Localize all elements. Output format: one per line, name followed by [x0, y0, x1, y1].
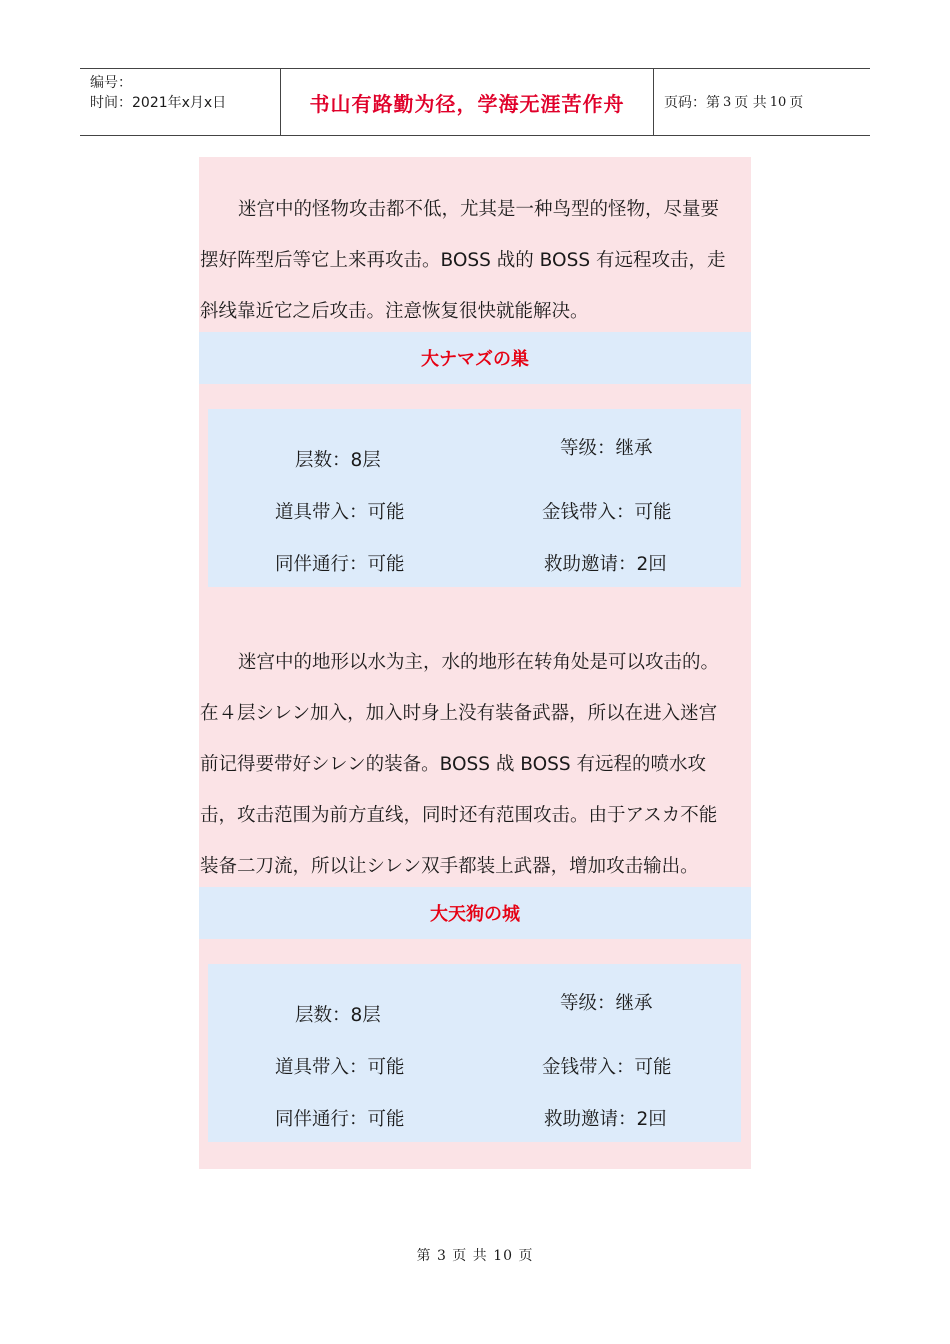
- paragraph-line: 迷宫中的怪物攻击都不低，尤其是一种鸟型的怪物，尽量要: [238, 199, 720, 220]
- paragraph-line: 斜线靠近它之后攻击。注意恢复很快就能解决。: [200, 301, 589, 322]
- page-current: 3: [723, 94, 732, 110]
- info-money: 金钱带入：可能: [542, 1057, 672, 1078]
- section-title: 大天狗の城: [430, 904, 520, 925]
- paragraph-line: 迷宫中的地形以水为主，水的地形在转角处是可以攻击的。: [238, 652, 720, 673]
- paragraph-line: 在４层シレン加入，加入时身上没有装备武器，所以在进入迷宫: [200, 703, 718, 724]
- page-total: 10: [769, 94, 787, 110]
- paragraph-line: 摆好阵型后等它上来再攻击。BOSS 战的 BOSS 有远程攻击，走: [200, 250, 726, 271]
- motto-cell: [281, 69, 654, 135]
- info-floors: 层数：8层: [295, 450, 381, 471]
- page-number-cell: [654, 69, 870, 135]
- page-suffix: 页: [789, 95, 804, 111]
- page-prefix: 页码：第: [664, 95, 720, 111]
- content-panel: [199, 157, 751, 1169]
- info-money: 金钱带入：可能: [542, 502, 672, 523]
- paragraph-line: 装备二刀流，所以让シレン双手都装上武器，增加攻击输出。: [200, 856, 699, 877]
- intro-paragraph: [199, 184, 751, 337]
- page-footer: [0, 1245, 950, 1265]
- info-companion: 同伴通行：可能: [275, 554, 405, 575]
- section-title: 大ナマズの巣: [421, 349, 529, 370]
- info-level: 等级：继承: [560, 993, 653, 1014]
- dungeon-info-box: [208, 409, 741, 587]
- footer-page-number: 第 3 页 共 10 页: [416, 1248, 534, 1264]
- dungeon-info-box: [208, 964, 741, 1142]
- section-title-band: [199, 332, 751, 384]
- info-items: 道具带入：可能: [275, 502, 405, 523]
- info-level: 等级：继承: [560, 438, 653, 459]
- info-companion: 同伴通行：可能: [275, 1109, 405, 1130]
- info-rescue: 救助邀请：2回: [544, 554, 667, 575]
- info-items: 道具带入：可能: [275, 1057, 405, 1078]
- page-mid: 页 共: [734, 95, 767, 111]
- motto-text: 书山有路勤为径，学海无涯苦作舟: [309, 91, 625, 116]
- number-label: 编号：: [90, 75, 132, 91]
- paragraph-line: 前记得要带好シレン的装备。BOSS 战 BOSS 有远程的喷水攻: [200, 754, 707, 775]
- document-header: [80, 68, 870, 136]
- info-floors: 层数：8层: [295, 1005, 381, 1026]
- section-paragraph: [199, 637, 751, 892]
- time-label: 时间：2021年x月x日: [90, 95, 227, 111]
- section-title-band: [199, 887, 751, 939]
- paragraph-line: 击，攻击范围为前方直线，同时还有范围攻击。由于アスカ不能: [200, 805, 718, 826]
- info-rescue: 救助邀请：2回: [544, 1109, 667, 1130]
- header-meta-cell: [80, 69, 281, 135]
